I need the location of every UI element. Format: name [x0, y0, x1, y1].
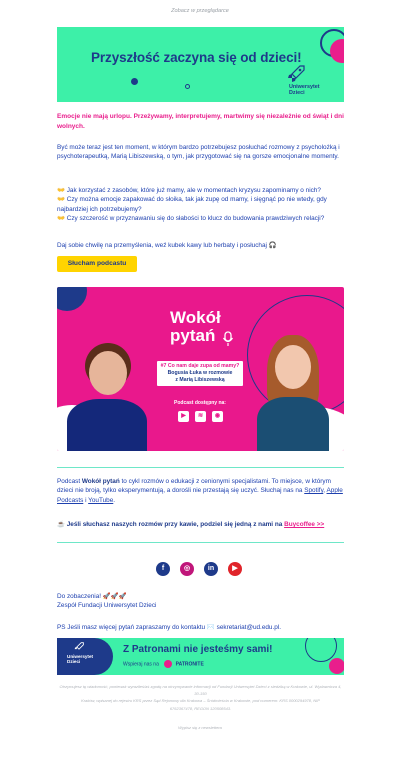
decor-circle — [330, 39, 344, 63]
hero-title: Przyszłość zaczyna się od dzieci! — [91, 50, 302, 65]
spotify-icon[interactable]: ≋ — [195, 411, 206, 422]
facebook-icon[interactable]: f — [156, 562, 170, 576]
divider — [57, 542, 344, 543]
guest-photo-left — [67, 341, 147, 451]
episode-card: #7 Co nam daje zupa od mamy? Bogusia Łuka w rozmowie z Marią Libiszewską — [157, 361, 243, 386]
podcast-name: Wokół pytań — [81, 478, 120, 485]
list-item: 👐 Jak korzystać z zasobów, które już mamy, ale w momentach kryzysu zapominamy o nich? — [57, 187, 321, 194]
intro-lead: Emocje nie mają urlopu. Przeżywamy, interpretujemy, martwimy się niezależnie od świąt i dni wolnych. — [57, 113, 344, 130]
apple-podcasts-link[interactable]: Apple Podcasts — [57, 487, 343, 504]
patronite-logo — [164, 660, 172, 668]
buycoffee-line: ☕ Jeśli słuchasz naszych rozmów przy kawie, podziel się jedną z nami na Buycoffee >> — [57, 521, 325, 528]
question-list — [57, 186, 344, 223]
podcast-about: Podcast Wokół pytań to cykl rozmów o edukacji z cenionymi specjalistami. To miejsce, w którym dzieci nie broją, tylko eksperymentują, a dorośli nie przestają się uczyć. Słuchaj nas na Spotify, Apple Podcasts i YouTube. — [57, 478, 343, 504]
intro-paragraph: Być może teraz jest ten moment, w którym bardzo potrzebujesz posłuchać rozmowy z psycholożką i psychoterapeutką, Marią Libiszewską, o tym, jak przygotować się na gorsze emocjonalne momenty. — [57, 144, 340, 161]
linkedin-icon[interactable]: in — [204, 562, 218, 576]
invite-text: Daj sobie chwilę na przemyślenia, weź kubek kawy lub herbaty i posłuchaj 🎧 — [57, 242, 277, 249]
buycoffee-link[interactable]: Buycoffee >> — [284, 521, 325, 528]
youtube-link[interactable]: YouTube — [88, 496, 114, 504]
list-item: 👐 Czy szczerość w przyznawaniu się do słabości to klucz do budowania prawdziwych relacji? — [57, 214, 325, 222]
divider — [57, 467, 344, 468]
list-item: 👐 Czy można emocje zapakować do słoika, tak jak zupę od mamy, i sięgnąć po nie wtedy, gdy najbardziej ich potrzebujemy? — [57, 196, 327, 213]
platform-icons — [178, 411, 223, 422]
youtube-icon[interactable]: ▶ — [228, 562, 242, 576]
ps-contact: PS Jeśli masz więcej pytań zapraszamy do kontaktu ✉️ sekretariat@ud.edu.pl. — [57, 624, 282, 631]
legal-text: Otrzymujesz tę wiadomość, ponieważ wyraziłeś/aś zgodę na otrzymywanie informacji od Fundacji Uniwersytet Dzieci z siedzibą w Krakowie, ul. Wydawnicza 4, 30-150 Kraków, wpisanej do rejestru KRS przez Sąd Rejonowy dla Krakowa – Śródmieścia w Krakowie, pod numerem: KRS 0000294978, NIP 6762367478, REGON 120508543. — [59, 684, 342, 711]
rocket-icon — [73, 641, 85, 653]
decor-dot — [131, 78, 138, 85]
microphone-icon — [222, 331, 234, 347]
footer-banner-sub: Wspieraj nas na PATRONITE — [123, 661, 204, 668]
hero-logo-text: Uniwersytet Dzieci — [289, 84, 320, 97]
instagram-icon[interactable]: ◎ — [180, 562, 194, 576]
available-on-label: Podcast dostępny na: — [174, 400, 226, 406]
patronite-banner[interactable] — [57, 638, 344, 675]
social-links — [156, 562, 242, 576]
spotify-link[interactable]: Spotify — [304, 487, 324, 495]
listen-podcast-button[interactable]: Słucham podcastu — [57, 256, 137, 272]
decor-circle — [57, 287, 87, 311]
footer-logo: Uniwersytet Dzieci — [57, 638, 113, 675]
rocket-icon — [285, 63, 307, 85]
unsubscribe-link[interactable]: Wypisz się z newslettera — [178, 725, 222, 730]
view-in-browser-link[interactable]: Zobacz w przeglądarce — [171, 8, 229, 14]
decor-circle — [329, 658, 344, 674]
podcast-banner[interactable] — [57, 287, 344, 451]
decor-dot — [185, 84, 190, 89]
hero-banner — [57, 27, 344, 102]
footer-banner-title: Z Patronami nie jesteśmy sami! — [123, 644, 273, 655]
youtube-icon[interactable]: ▶ — [178, 411, 189, 422]
guest-photo-right — [253, 335, 333, 451]
podcast-brand: Wokół pytań — [170, 308, 221, 345]
signature: Do zobaczenia! 🚀🚀🚀 Zespół Fundacji Uniwersytet Dzieci — [57, 593, 157, 610]
apple-podcasts-icon[interactable]: ◉ — [212, 411, 223, 422]
